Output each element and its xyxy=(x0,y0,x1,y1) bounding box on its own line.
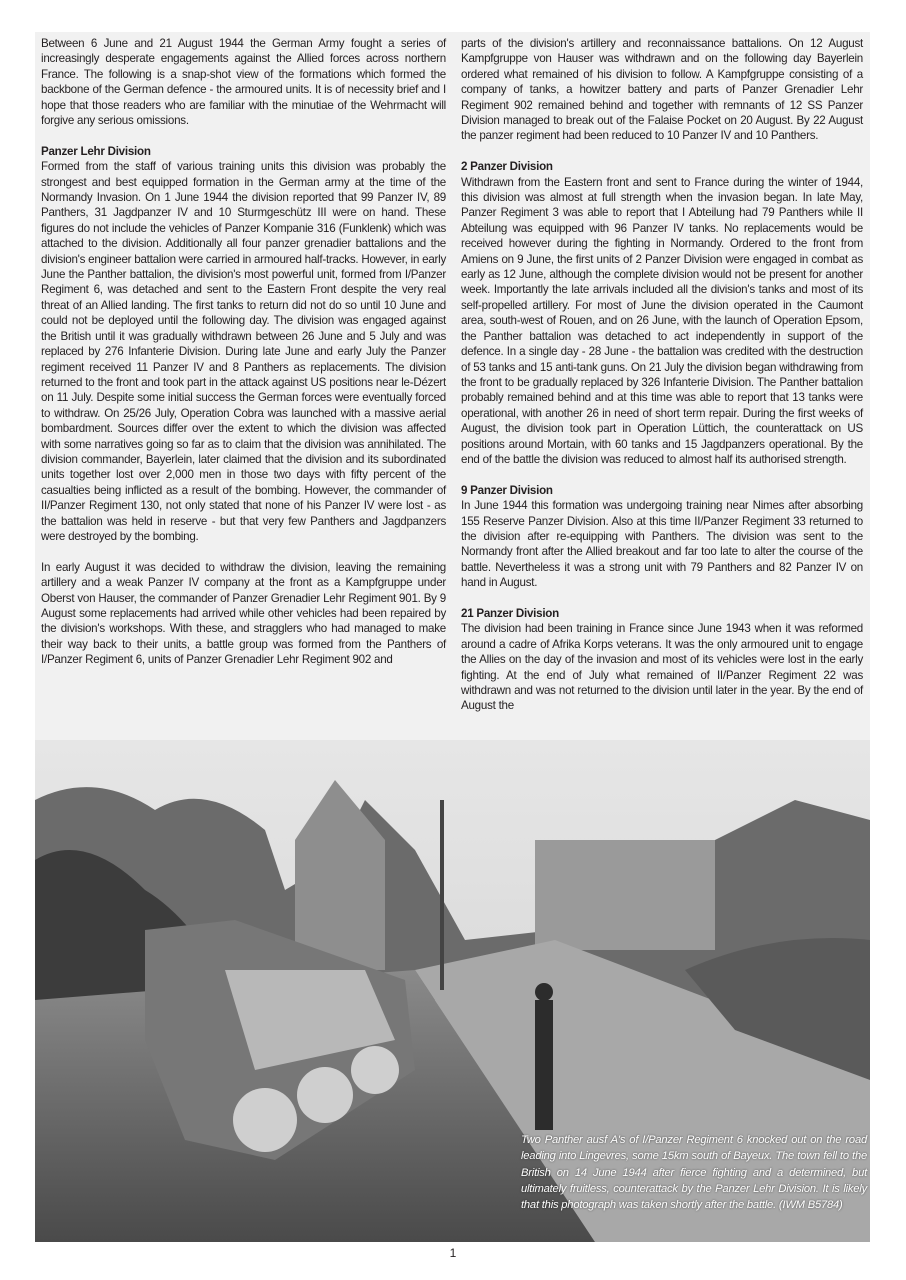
panzer-lehr-paragraph-2-start: In early August it was decided to withdraw the division, leaving the remaining artillery and a weak Panzer IV company at the front as a Kampfgruppe under Oberst von Hauser, the commander of Panzer Grenadier Lehr Regiment 901. By 9 August some replacements had arrived while other vehicles had been repaired by the division's workshops. With these, and stragglers who had managed to make their way back to their units, a battle group was formed from the Panthers of I/Panzer Regiment 6, units of Panzer Grenadier Lehr Regiment 902 and xyxy=(41,560,446,667)
section-heading-panzer-lehr: Panzer Lehr Division xyxy=(41,144,151,158)
21-panzer-paragraph: The division had been training in France since June 1943 when it was reformed around a cadre of Afrika Korps veterans. It was the only armoured unit to engage the Allies on the day of the invasion and most of its vehicles were lost in the early fighting. At the end of July what remained of II/Panzer Regiment 22 was withdrawn and was not returned to the division until later in the year. By the end of August the xyxy=(461,622,863,713)
left-column xyxy=(41,36,446,683)
intro-paragraph: Between 6 June and 21 August 1944 the German Army fought a series of increasingly desperate engagements against the Allied forces across northern France. The following is a snap-shot view of the formations which formed the backbone of the German defence - the armoured units. It is of necessity brief and I hope that those readers who are familiar with the minutiae of the Wehrmacht will forgive any serious omissions. xyxy=(41,37,446,128)
section-heading-21-panzer: 21 Panzer Division xyxy=(461,606,559,620)
section-heading-2-panzer: 2 Panzer Division xyxy=(461,160,553,174)
2-panzer-paragraph: Withdrawn from the Eastern front and sent to France during the winter of 1944, this division was almost at full strength when the invasion began. In late May, Panzer Regiment 3 was able to report that I Abteilung had 79 Panthers while II Abteilung was equipped with 96 Panzer IV tanks. No replacements would be received however during the fighting in Normandy. Ordered to the front from Amiens on 9 June, the first units of 2 Panzer Division were engaged in combat as early as 12 June, although the complete division would not be present for another week. Importantly the late arrivals included all the division's tanks and most of its self-propelled artillery. For most of June the division operated in the Caumont area, south-west of Rouen, and on 26 June, with the launch of Operation Epsom, the Panther battalion was detached to act independently in support of the defence. In a single day - 28 June - the battalion was credited with the destruction of 53 tanks and 15 anti-tank guns. On 21 July the division began withdrawing from the front to be gradually replaced by 326 Infanterie Division. The Panther battalion probably remained behind and at this time was able to report that 13 tanks were operational, with another 26 in need of short term repair. During the first weeks of August, the division took part in Operation Lüttich, the counterattack on US positions around Mortain, with 60 tanks and 15 Jagdpanzers operational. By the end of the battle the division was reduced to almost half its authorised strength. xyxy=(461,175,863,466)
panzer-lehr-paragraph-2-continued: parts of the division's artillery and reconnaissance battalions. On 12 August Kampfgruppe von Hauser was withdrawn and on the following day Bayerlein ordered what remained of his division to follow. A Kampfgruppe consisting of a company of tanks, a howitzer battery and parts of Panzer Grenadier Lehr Regiment 902 remained behind and together with remnants of 12 SS Panzer Division managed to break out of the Falaise Pocket on 20 August. By 22 August the panzer regiment had been reduced to 10 Panzer IV and 10 Panthers. xyxy=(461,37,863,143)
panzer-lehr-paragraph-1: Formed from the staff of various training units this division was probably the strongest and best equipped formation in the German army at the time of the Normandy Invasion. On 1 June 1944 the division reported that 99 Panzer IV, 89 Panthers, 31 Jagdpanzer IV and 10 Sturmgeschütz III were on hand. These figures do not include the vehicles of Panzer Kompanie 316 (Funklenk) which was attached to the division. Additionally all four panzer grenadier battalions and the division's engineer battalion were carried in armoured half-tracks. However, in early June the Panther battalion, the division's most powerful unit, formed from I/Panzer Regiment 6, was detached and sent to the Eastern Front despite the very real threat of an Allied landing. The first tanks to return did not do so until 10 June and could not be deployed until the following day. The division was engaged against the British until it was gradually withdrawn between 26 June and 5 July and was replaced by 276 Infanterie Division. During late June and early July the Panzer regiment received 11 Panzer IV and 8 Panthers as replacements. The division returned to the front and took part in the attack against US positions near le-Dézert on 11 July. Despite some initial success the German forces were eventually forced to withdraw. On 25/26 July, Operation Cobra was launched with a massive aerial bombardment. Sources differ over the extent to which the division was affected with some narratives going so far as to claim that the division was annihilated. The division commander, Bayerlein, later claimed that the division and its subordinated units together lost over 2,000 men in those two days with fifty percent of the casualties being inflicted as a result of the bombing. However, the commander of II/Panzer Regiment 130, not only stated that none of his Panzer IV were lost - as the battalion was held in reserve - but that very few Panthers and Jagdpanzers were destroyed by the bombing. xyxy=(41,160,446,543)
right-column xyxy=(461,36,863,729)
section-heading-9-panzer: 9 Panzer Division xyxy=(461,483,553,497)
soldier-figure xyxy=(535,1000,553,1130)
photo-caption: Two Panther ausf A's of I/Panzer Regiment 6 knocked out on the road leading into Lingevres, some 15km south of Bayeux. The town fell to the British on 14 June 1944 after fierce fighting and a determined, but ultimately fruitless, counterattack by the Panzer Lehr Division. It is likely that this photograph was taken shortly after the battle. (IWM B5784) xyxy=(521,1134,867,1212)
page-number: 1 xyxy=(449,1246,457,1260)
9-panzer-paragraph: In June 1944 this formation was undergoing training near Nimes after absorbing 155 Reserve Panzer Division. Also at this time II/Panzer Regiment 33 returned to the division after re-equipping with Panthers. The division was sent to the Normandy front after the Allied breakout and far too late to alter the course of the battle. Nevertheless it was a strong unit with 79 Panthers and 82 Panzer IV on hand in August. xyxy=(461,499,863,590)
